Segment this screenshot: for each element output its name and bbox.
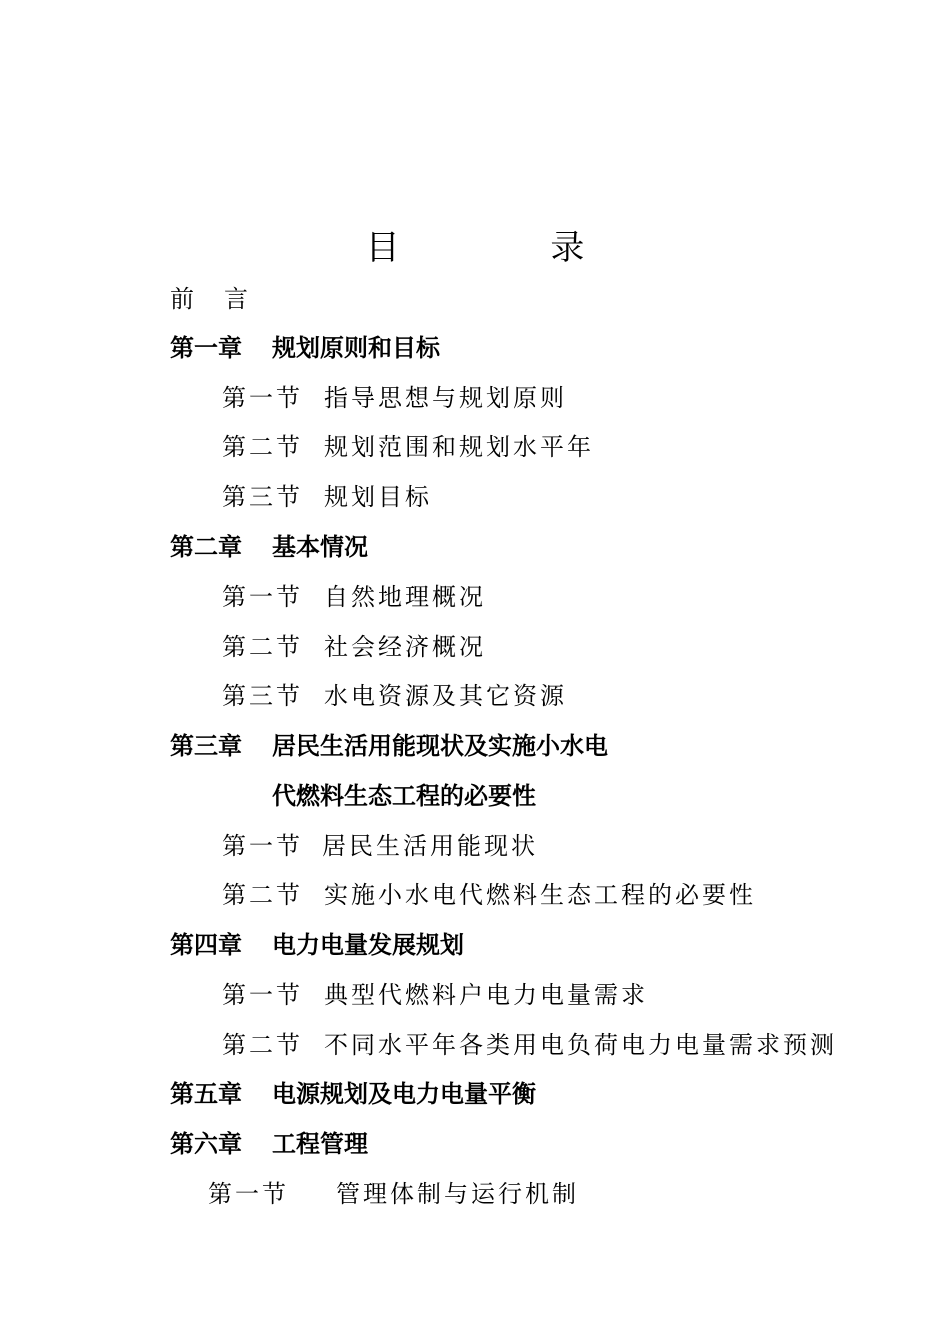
toc-section-1-1 (222, 383, 567, 413)
page-title: 目 录 (365, 228, 655, 268)
toc-section-3-2 (222, 880, 756, 910)
section-label: 第一节 (222, 384, 303, 412)
section-label: 第三节 (222, 682, 303, 710)
chapter-label: 第五章 (170, 1080, 242, 1108)
section-label: 第二节 (222, 881, 303, 909)
toc-section-6-1 (208, 1179, 579, 1209)
section-title: 社会经济概况 (324, 633, 486, 661)
section-title: 管理体制与运行机制 (336, 1180, 579, 1208)
chapter-title: 基本情况 (272, 533, 368, 561)
toc-chapter-1 (170, 333, 440, 363)
chapter-title: 居民生活用能现状及实施小水电 (272, 732, 608, 760)
section-title: 实施小水电代燃料生态工程的必要性 (324, 881, 756, 909)
toc-chapter-5 (170, 1079, 536, 1109)
chapter-title: 电源规划及电力电量平衡 (272, 1080, 536, 1108)
chapter-title: 工程管理 (272, 1130, 368, 1158)
toc-section-3-1 (222, 831, 538, 861)
section-title: 水电资源及其它资源 (324, 682, 567, 710)
section-title: 不同水平年各类用电负荷电力电量需求预测 (324, 1031, 837, 1059)
toc-section-2-1 (222, 582, 486, 612)
section-label: 第二节 (222, 1031, 303, 1059)
section-title: 居民生活用能现状 (322, 832, 538, 860)
toc-chapter-6 (170, 1129, 368, 1159)
section-title: 规划目标 (324, 483, 432, 511)
chapter-title: 规划原则和目标 (272, 334, 440, 362)
toc-preface: 前言 (170, 285, 278, 313)
toc-section-2-3 (222, 681, 567, 711)
toc-chapter-3 (170, 731, 608, 761)
toc-chapter-3-continued: 代燃料生态工程的必要性 (272, 782, 536, 810)
section-title: 典型代燃料户电力电量需求 (324, 981, 648, 1009)
section-label: 第二节 (222, 633, 303, 661)
toc-chapter-2 (170, 532, 368, 562)
toc-chapter-4 (170, 930, 464, 960)
section-label: 第三节 (222, 483, 303, 511)
section-label: 第一节 (222, 832, 303, 860)
toc-section-1-3 (222, 482, 432, 512)
chapter-title: 电力电量发展规划 (272, 931, 464, 959)
chapter-label: 第二章 (170, 533, 242, 561)
section-label: 第一节 (222, 981, 303, 1009)
chapter-label: 第一章 (170, 334, 242, 362)
section-label: 第一节 (208, 1180, 289, 1208)
section-label: 第二节 (222, 433, 303, 461)
section-title: 自然地理概况 (324, 583, 486, 611)
toc-section-2-2 (222, 632, 486, 662)
chapter-label: 第三章 (170, 732, 242, 760)
chapter-label: 第四章 (170, 931, 242, 959)
toc-section-1-2 (222, 432, 594, 462)
chapter-label: 第六章 (170, 1130, 242, 1158)
section-label: 第一节 (222, 583, 303, 611)
section-title: 规划范围和规划水平年 (324, 433, 594, 461)
toc-section-4-1 (222, 980, 648, 1010)
section-title: 指导思想与规划原则 (324, 384, 567, 412)
toc-section-4-2 (222, 1030, 837, 1060)
